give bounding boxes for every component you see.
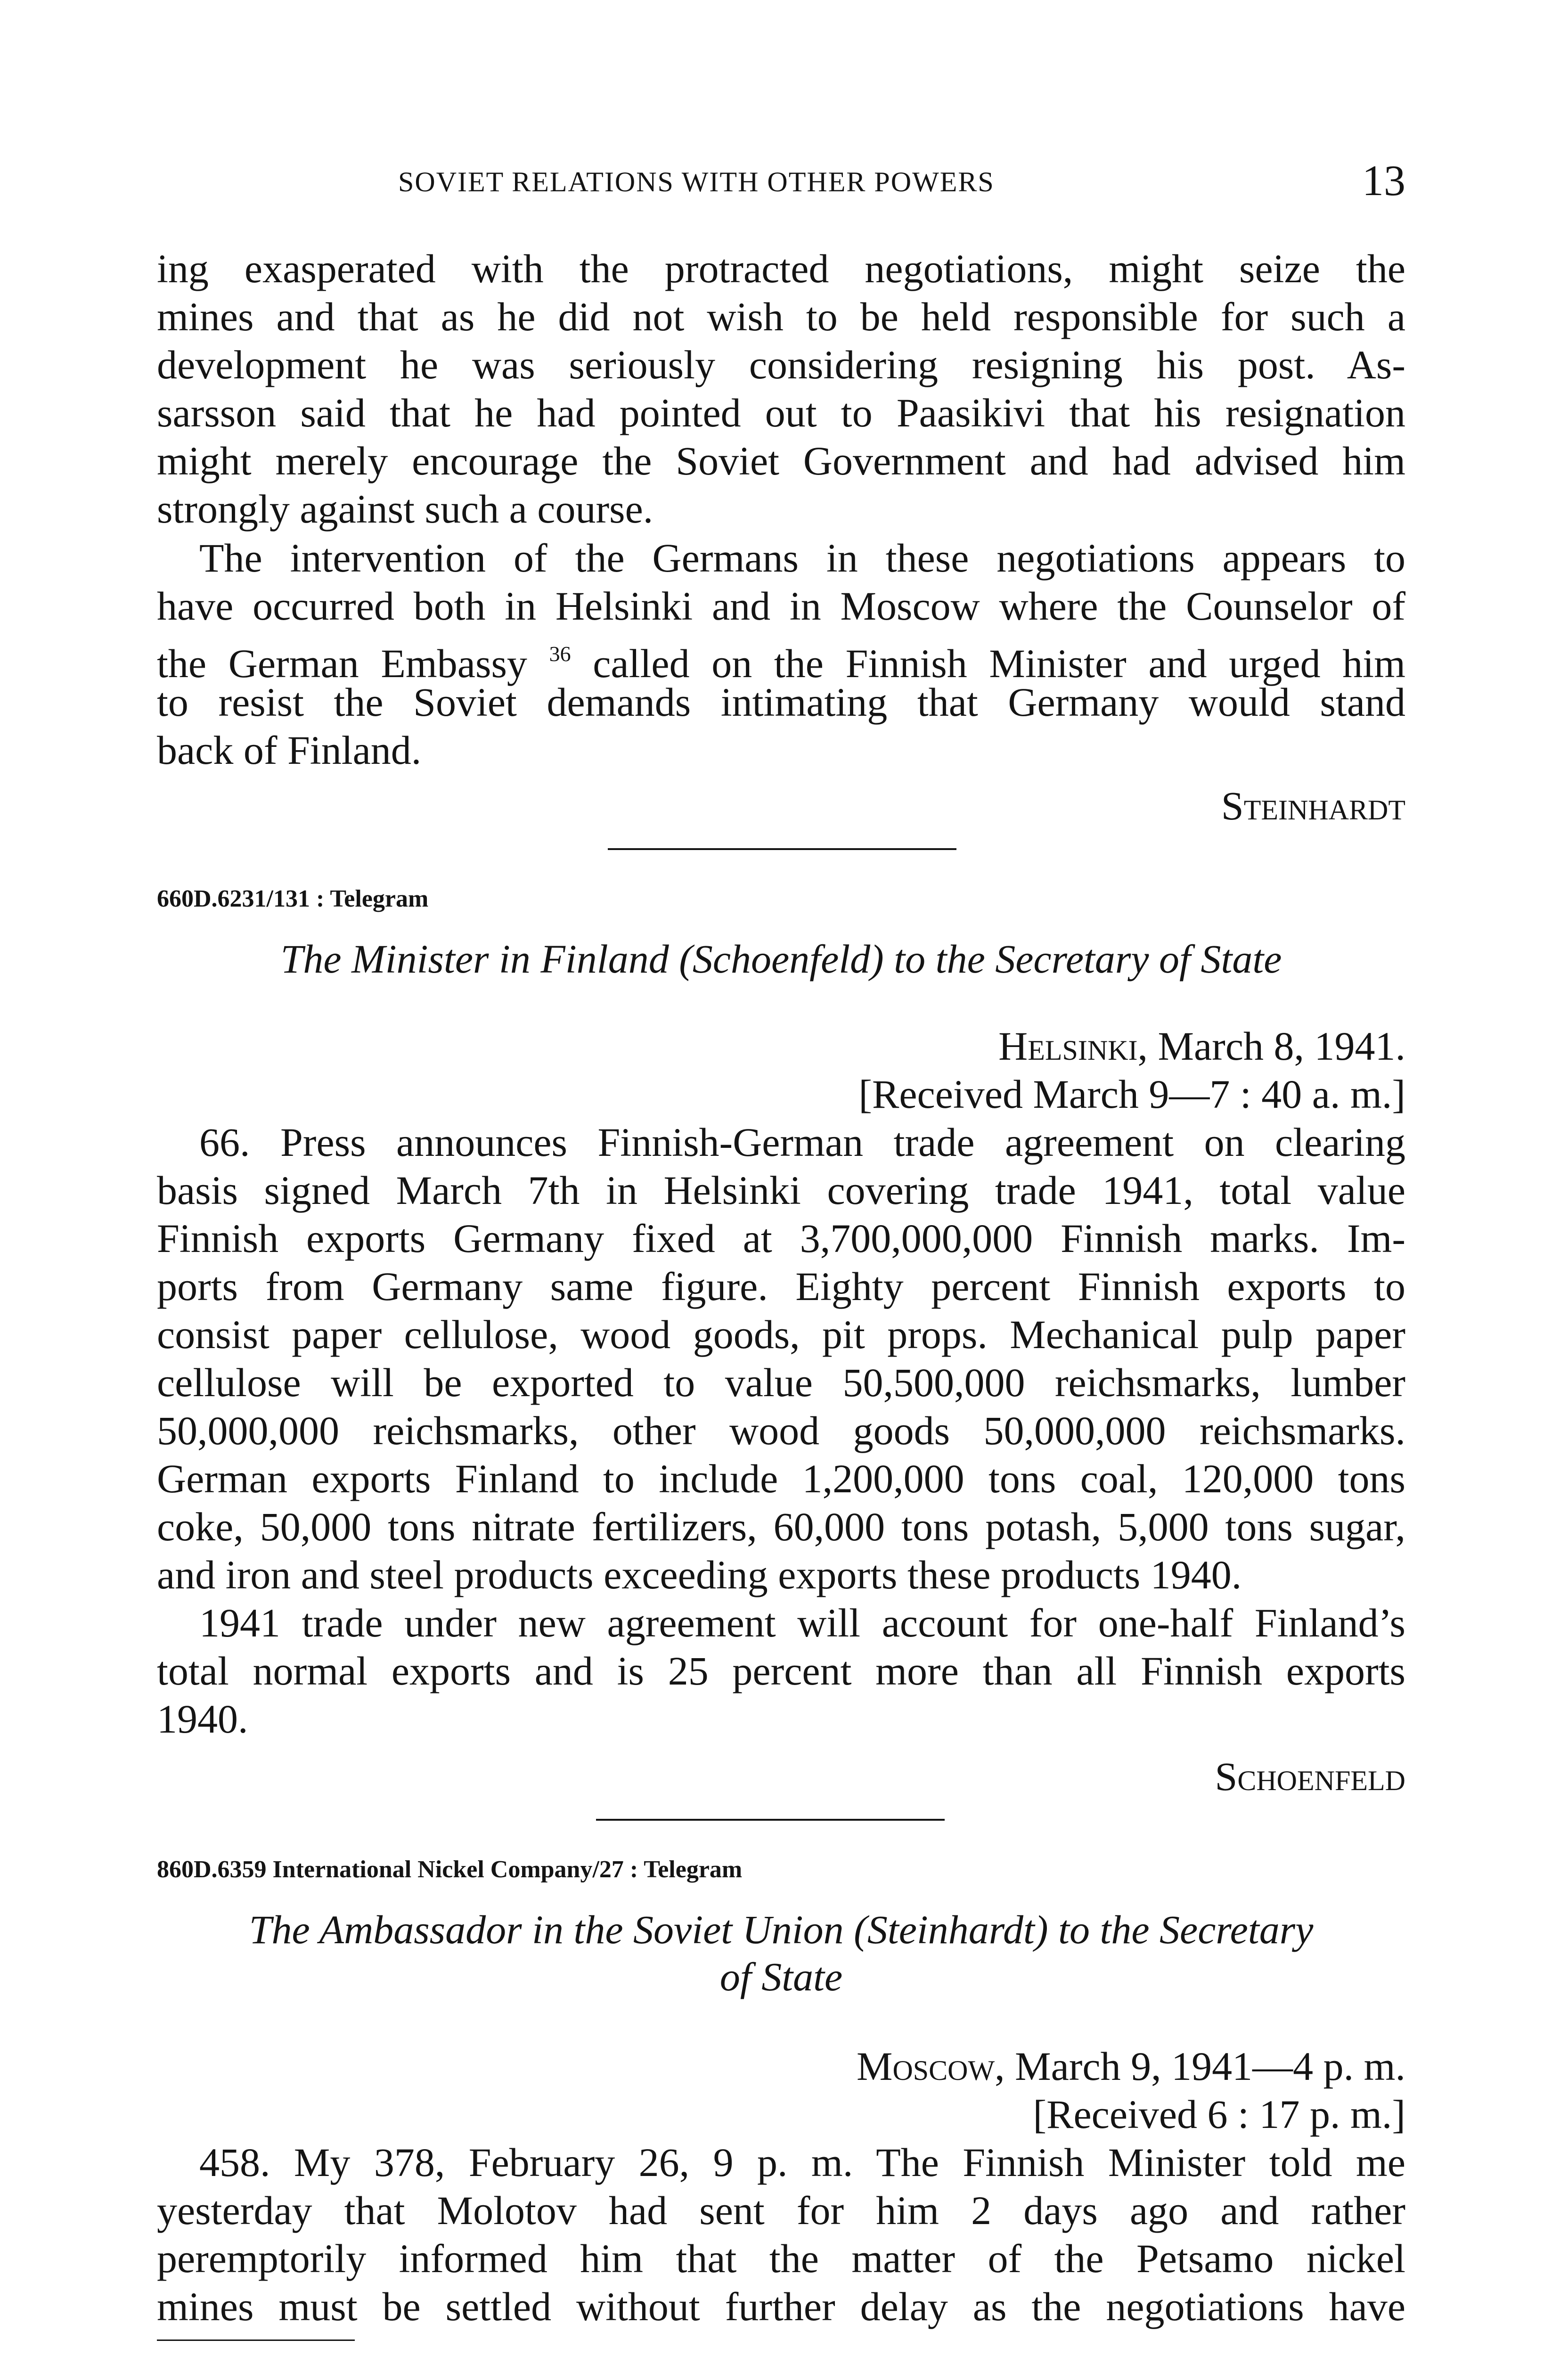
document-heading: The Minister in Finland (Schoenfeld) to the Secretary of State — [280, 936, 1282, 982]
footnote-divider — [157, 2340, 355, 2341]
file-reference: 860D.6359 International Nickel Company/27 : Telegram — [157, 1856, 743, 1883]
document-heading-continued: of State — [719, 1954, 843, 1999]
file-reference: 660D.6231/131 : Telegram — [157, 885, 429, 912]
text-line: mines must be settled without further delay as the negotiations have — [157, 2284, 1405, 2329]
text-line: have occurred both in Helsinki and in Moscow where the Counselor of — [157, 583, 1405, 629]
text-line: coke, 50,000 tons nitrate fertilizers, 60,000 tons potash, 5,000 tons sugar, — [157, 1504, 1405, 1549]
text-line: and iron and steel products exceeding exports these products 1940. — [157, 1552, 1242, 1597]
section-divider — [596, 1819, 945, 1821]
section-divider — [608, 848, 956, 850]
dateline — [857, 2043, 1405, 2090]
text-line: ing exasperated with the protracted negotiations, might seize the — [157, 246, 1405, 291]
text-span: called on the Finnish Minister and urged him — [593, 641, 1406, 686]
text-line: ports from Germany same figure. Eighty percent Finnish exports to — [157, 1264, 1405, 1309]
text-line: total normal exports and is 25 percent more than all Finnish exports — [157, 1648, 1405, 1693]
text-line: German exports Finland to include 1,200,000 tons coal, 120,000 tons — [157, 1456, 1405, 1501]
received-line: [Received March 9—7 : 40 a. m.] — [858, 1072, 1405, 1117]
text-line: 458. My 378, February 26, 9 p. m. The Finnish Minister told me — [199, 2140, 1405, 2185]
text-line: 1941 trade under new agreement will account for one-half Finland’s — [199, 1600, 1405, 1645]
signature: Steinhardt — [1221, 783, 1405, 828]
text-line: cellulose will be exported to value 50,500,000 reichsmarks, lumber — [157, 1360, 1405, 1405]
text-line: sarsson said that he had pointed out to Paasikivi that his resignation — [157, 390, 1405, 435]
text-line: yesterday that Molotov had sent for him 2 days ago and rather — [157, 2188, 1405, 2233]
text-span: the German Embassy — [157, 641, 527, 686]
document-heading: The Ambassador in the Soviet Union (Steinhardt) to the Secretary — [249, 1907, 1314, 1952]
text-line: The intervention of the Germans in these negotiations appears to — [199, 535, 1405, 581]
dateline-place: Moscow, — [857, 2044, 1005, 2089]
dateline-place: Helsinki, — [998, 1023, 1148, 1069]
text-line: peremptorily informed him that the matter of the Petsamo nickel — [157, 2236, 1405, 2281]
text-line: to resist the Soviet demands intimating that Germany would stand — [157, 679, 1405, 725]
text-line: strongly against such a course. — [157, 486, 653, 532]
text-line: Finnish exports Germany fixed at 3,700,000,000 Finnish marks. Im- — [157, 1216, 1405, 1261]
text-line: consist paper cellulose, wood goods, pit props. Mechanical pulp paper — [157, 1312, 1405, 1357]
received-line: [Received 6 : 17 p. m.] — [1033, 2092, 1405, 2137]
running-header: SOVIET RELATIONS WITH OTHER POWERS — [398, 166, 995, 197]
signature: Schoenfeld — [1215, 1754, 1405, 1799]
footnote-reference: 36 — [549, 642, 571, 666]
text-line: development he was seriously considering resigning his post. As- — [157, 342, 1405, 387]
text-line: 1940. — [157, 1696, 248, 1742]
text-line: basis signed March 7th in Helsinki covering trade 1941, total value — [157, 1168, 1405, 1213]
text-line: 66. Press announces Finnish-German trade agreement on clearing — [199, 1120, 1405, 1165]
dateline-date: March 8, 1941. — [1158, 1023, 1405, 1069]
dateline-date: March 9, 1941—4 p. m. — [1015, 2044, 1405, 2089]
text-line: mines and that as he did not wish to be held responsible for such a — [157, 294, 1405, 339]
text-line: might merely encourage the Soviet Government and had advised him — [157, 438, 1405, 483]
text-line: back of Finland. — [157, 728, 422, 773]
dateline — [998, 1023, 1405, 1070]
text-line: 50,000,000 reichsmarks, other wood goods 50,000,000 reichsmarks. — [157, 1408, 1405, 1453]
page-number: 13 — [1362, 156, 1405, 205]
